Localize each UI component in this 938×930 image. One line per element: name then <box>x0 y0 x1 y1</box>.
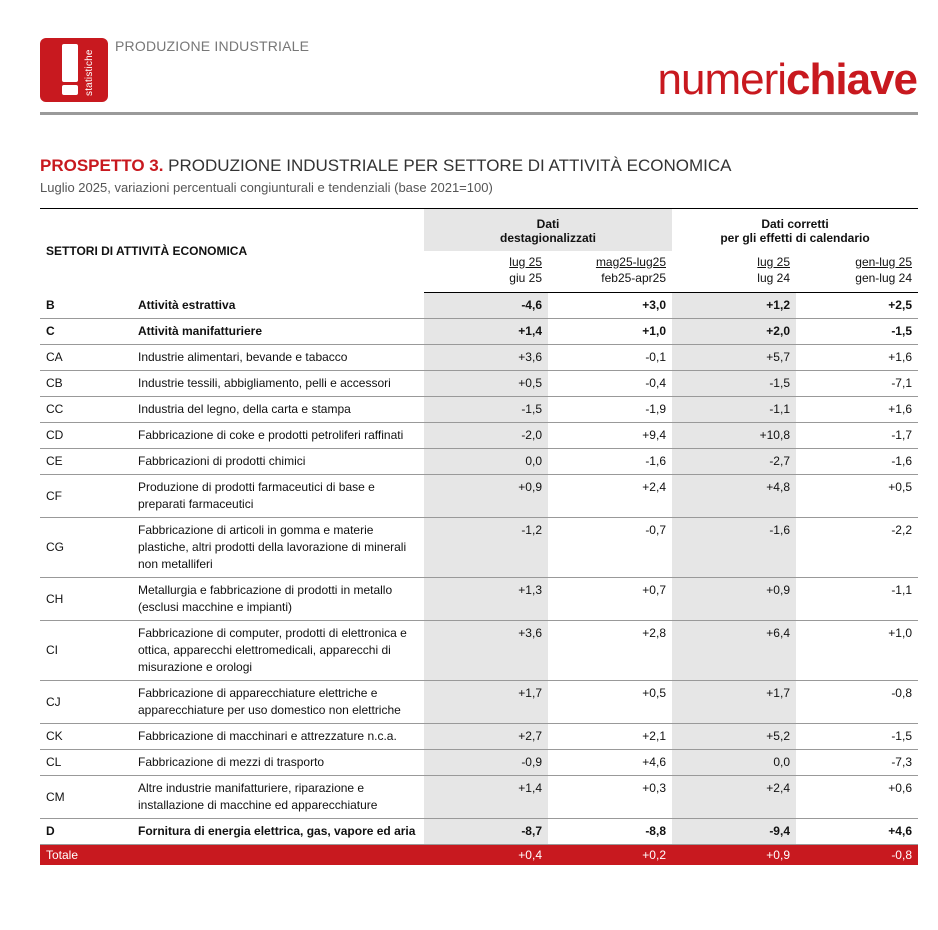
sector-description: Attività estrattiva <box>132 293 424 319</box>
sector-value: +0,3 <box>548 776 672 819</box>
sector-description: Attività manifatturiere <box>132 319 424 345</box>
page-subtitle: Luglio 2025, variazioni percentuali congiunturali e tendenziali (base 2021=100) <box>40 180 493 195</box>
sector-value: -2,0 <box>424 423 548 449</box>
header-corretti-calendario: Dati corretti per gli effetti di calendario <box>672 209 918 251</box>
sector-value: 0,0 <box>424 449 548 475</box>
sector-description: Fabbricazioni di prodotti chimici <box>132 449 424 475</box>
sector-value: +0,5 <box>424 371 548 397</box>
table-row <box>40 819 918 845</box>
sector-value: -7,1 <box>796 371 918 397</box>
sector-code: CB <box>40 371 132 397</box>
sector-code: CF <box>40 475 132 518</box>
sector-value: -8,8 <box>548 819 672 845</box>
table-row <box>40 681 918 724</box>
table-row <box>40 724 918 750</box>
sector-value: -1,9 <box>548 397 672 423</box>
sector-description: Fabbricazione di articoli in gomma e materie plastiche, altri prodotti della lavorazione di minerali non metalliferi <box>132 518 424 578</box>
istat-logo <box>40 38 108 102</box>
sector-value: +3,0 <box>548 293 672 319</box>
period-header-4: gen-lug 25 gen-lug 24 <box>796 251 918 293</box>
title-prefix: PROSPETTO 3. <box>40 156 164 175</box>
sector-description: Metallurgia e fabbricazione di prodotti in metallo (esclusi macchine e impianti) <box>132 578 424 621</box>
table-row <box>40 449 918 475</box>
sector-code: C <box>40 319 132 345</box>
sector-value: -0,1 <box>548 345 672 371</box>
sector-value: -1,5 <box>796 319 918 345</box>
table-row <box>40 475 918 518</box>
period-header-1: lug 25 giu 25 <box>424 251 548 293</box>
sector-value: +2,4 <box>548 475 672 518</box>
brand-light: numeri <box>657 55 787 104</box>
sector-value: +0,9 <box>672 578 796 621</box>
sector-code: CL <box>40 750 132 776</box>
sector-value: -1,6 <box>548 449 672 475</box>
sector-value: -1,5 <box>796 724 918 750</box>
sector-value: -1,5 <box>672 371 796 397</box>
sector-code: CH <box>40 578 132 621</box>
table-row <box>40 621 918 681</box>
table-row <box>40 371 918 397</box>
sector-code: CD <box>40 423 132 449</box>
sector-description: Altre industrie manifatturiere, riparazione e installazione di macchine ed apparecchiature <box>132 776 424 819</box>
sector-value: +4,6 <box>548 750 672 776</box>
sector-value: +0,6 <box>796 776 918 819</box>
sector-value: +10,8 <box>672 423 796 449</box>
section-label: PRODUZIONE INDUSTRIALE <box>115 38 310 54</box>
sector-value: +3,6 <box>424 345 548 371</box>
table-row <box>40 518 918 578</box>
sector-value: +1,7 <box>424 681 548 724</box>
sector-value: +2,1 <box>548 724 672 750</box>
sector-code: CG <box>40 518 132 578</box>
sector-code: CK <box>40 724 132 750</box>
period-header-2: mag25-lug25 feb25-apr25 <box>548 251 672 293</box>
table-row <box>40 397 918 423</box>
sector-value: +1,7 <box>672 681 796 724</box>
sector-value: -0,8 <box>796 681 918 724</box>
logo-exclamation-dot <box>62 85 78 95</box>
sector-description: Fabbricazione di coke e prodotti petroliferi raffinati <box>132 423 424 449</box>
sector-value: -2,2 <box>796 518 918 578</box>
sector-value: -1,1 <box>672 397 796 423</box>
table-row <box>40 293 918 319</box>
sector-value: -4,6 <box>424 293 548 319</box>
sector-value: +1,4 <box>424 776 548 819</box>
sector-description: Fabbricazione di macchinari e attrezzature n.c.a. <box>132 724 424 750</box>
sector-code: D <box>40 819 132 845</box>
sector-code: CE <box>40 449 132 475</box>
sector-code: CJ <box>40 681 132 724</box>
sector-value: -0,9 <box>424 750 548 776</box>
sector-code: CC <box>40 397 132 423</box>
sector-column-header: SETTORI DI ATTIVITÀ ECONOMICA <box>40 209 424 293</box>
sector-value: +4,6 <box>796 819 918 845</box>
sector-value: +6,4 <box>672 621 796 681</box>
sector-code: B <box>40 293 132 319</box>
page-title <box>40 156 731 176</box>
sector-value: +5,7 <box>672 345 796 371</box>
header-divider <box>40 112 918 115</box>
sector-value: -2,7 <box>672 449 796 475</box>
header-destagionalizzati: Dati destagionalizzati <box>424 209 672 251</box>
title-text: PRODUZIONE INDUSTRIALE PER SETTORE DI ATTIVITÀ ECONOMICA <box>163 156 732 175</box>
total-value: +0,9 <box>672 845 796 866</box>
sector-value: -8,7 <box>424 819 548 845</box>
sector-value: -9,4 <box>672 819 796 845</box>
sector-description: Industrie tessili, abbigliamento, pelli e accessori <box>132 371 424 397</box>
data-table <box>40 208 918 865</box>
sector-value: +4,8 <box>672 475 796 518</box>
sector-value: +1,0 <box>548 319 672 345</box>
sector-code: CM <box>40 776 132 819</box>
table-row <box>40 423 918 449</box>
table-row <box>40 750 918 776</box>
brand-wordmark <box>657 55 917 104</box>
sector-value: 0,0 <box>672 750 796 776</box>
sector-value: +2,4 <box>672 776 796 819</box>
sector-value: +0,5 <box>796 475 918 518</box>
total-value: +0,2 <box>548 845 672 866</box>
sector-description: Fabbricazione di computer, prodotti di elettronica e ottica, apparecchi elettromedicali, apparecchi di misurazione e orologi <box>132 621 424 681</box>
sector-value: +1,6 <box>796 397 918 423</box>
sector-description: Fabbricazione di apparecchiature elettriche e apparecchiature per uso domestico non elettriche <box>132 681 424 724</box>
brand-bold: chiave <box>786 55 917 104</box>
sector-value: +1,2 <box>672 293 796 319</box>
total-row <box>40 845 918 866</box>
sector-value: +5,2 <box>672 724 796 750</box>
total-value: -0,8 <box>796 845 918 866</box>
sector-value: -1,6 <box>672 518 796 578</box>
table-row <box>40 319 918 345</box>
table-row <box>40 776 918 819</box>
sector-value: +1,0 <box>796 621 918 681</box>
sector-value: +1,6 <box>796 345 918 371</box>
sector-value: +0,5 <box>548 681 672 724</box>
sector-value: +2,0 <box>672 319 796 345</box>
logo-text: statistiche <box>84 49 95 96</box>
sector-value: +0,7 <box>548 578 672 621</box>
table-row <box>40 578 918 621</box>
sector-value: +9,4 <box>548 423 672 449</box>
sector-value: -1,5 <box>424 397 548 423</box>
sector-description: Fornitura di energia elettrica, gas, vapore ed aria <box>132 819 424 845</box>
sector-value: +1,3 <box>424 578 548 621</box>
sector-value: -7,3 <box>796 750 918 776</box>
sector-value: +3,6 <box>424 621 548 681</box>
total-value: +0,4 <box>424 845 548 866</box>
sector-value: -0,4 <box>548 371 672 397</box>
period-header-3: lug 25 lug 24 <box>672 251 796 293</box>
sector-value: -1,7 <box>796 423 918 449</box>
sector-value: +2,5 <box>796 293 918 319</box>
table-row <box>40 345 918 371</box>
logo-exclamation-bar <box>62 44 78 82</box>
sector-description: Industrie alimentari, bevande e tabacco <box>132 345 424 371</box>
sector-description: Industria del legno, della carta e stampa <box>132 397 424 423</box>
sector-value: -0,7 <box>548 518 672 578</box>
sector-value: +2,7 <box>424 724 548 750</box>
sector-description: Fabbricazione di mezzi di trasporto <box>132 750 424 776</box>
sector-description: Produzione di prodotti farmaceutici di base e preparati farmaceutici <box>132 475 424 518</box>
sector-value: -1,6 <box>796 449 918 475</box>
sector-value: +0,9 <box>424 475 548 518</box>
sector-value: -1,1 <box>796 578 918 621</box>
total-label: Totale <box>40 845 424 866</box>
sector-code: CA <box>40 345 132 371</box>
sector-value: +2,8 <box>548 621 672 681</box>
sector-code: CI <box>40 621 132 681</box>
sector-value: +1,4 <box>424 319 548 345</box>
sector-value: -1,2 <box>424 518 548 578</box>
